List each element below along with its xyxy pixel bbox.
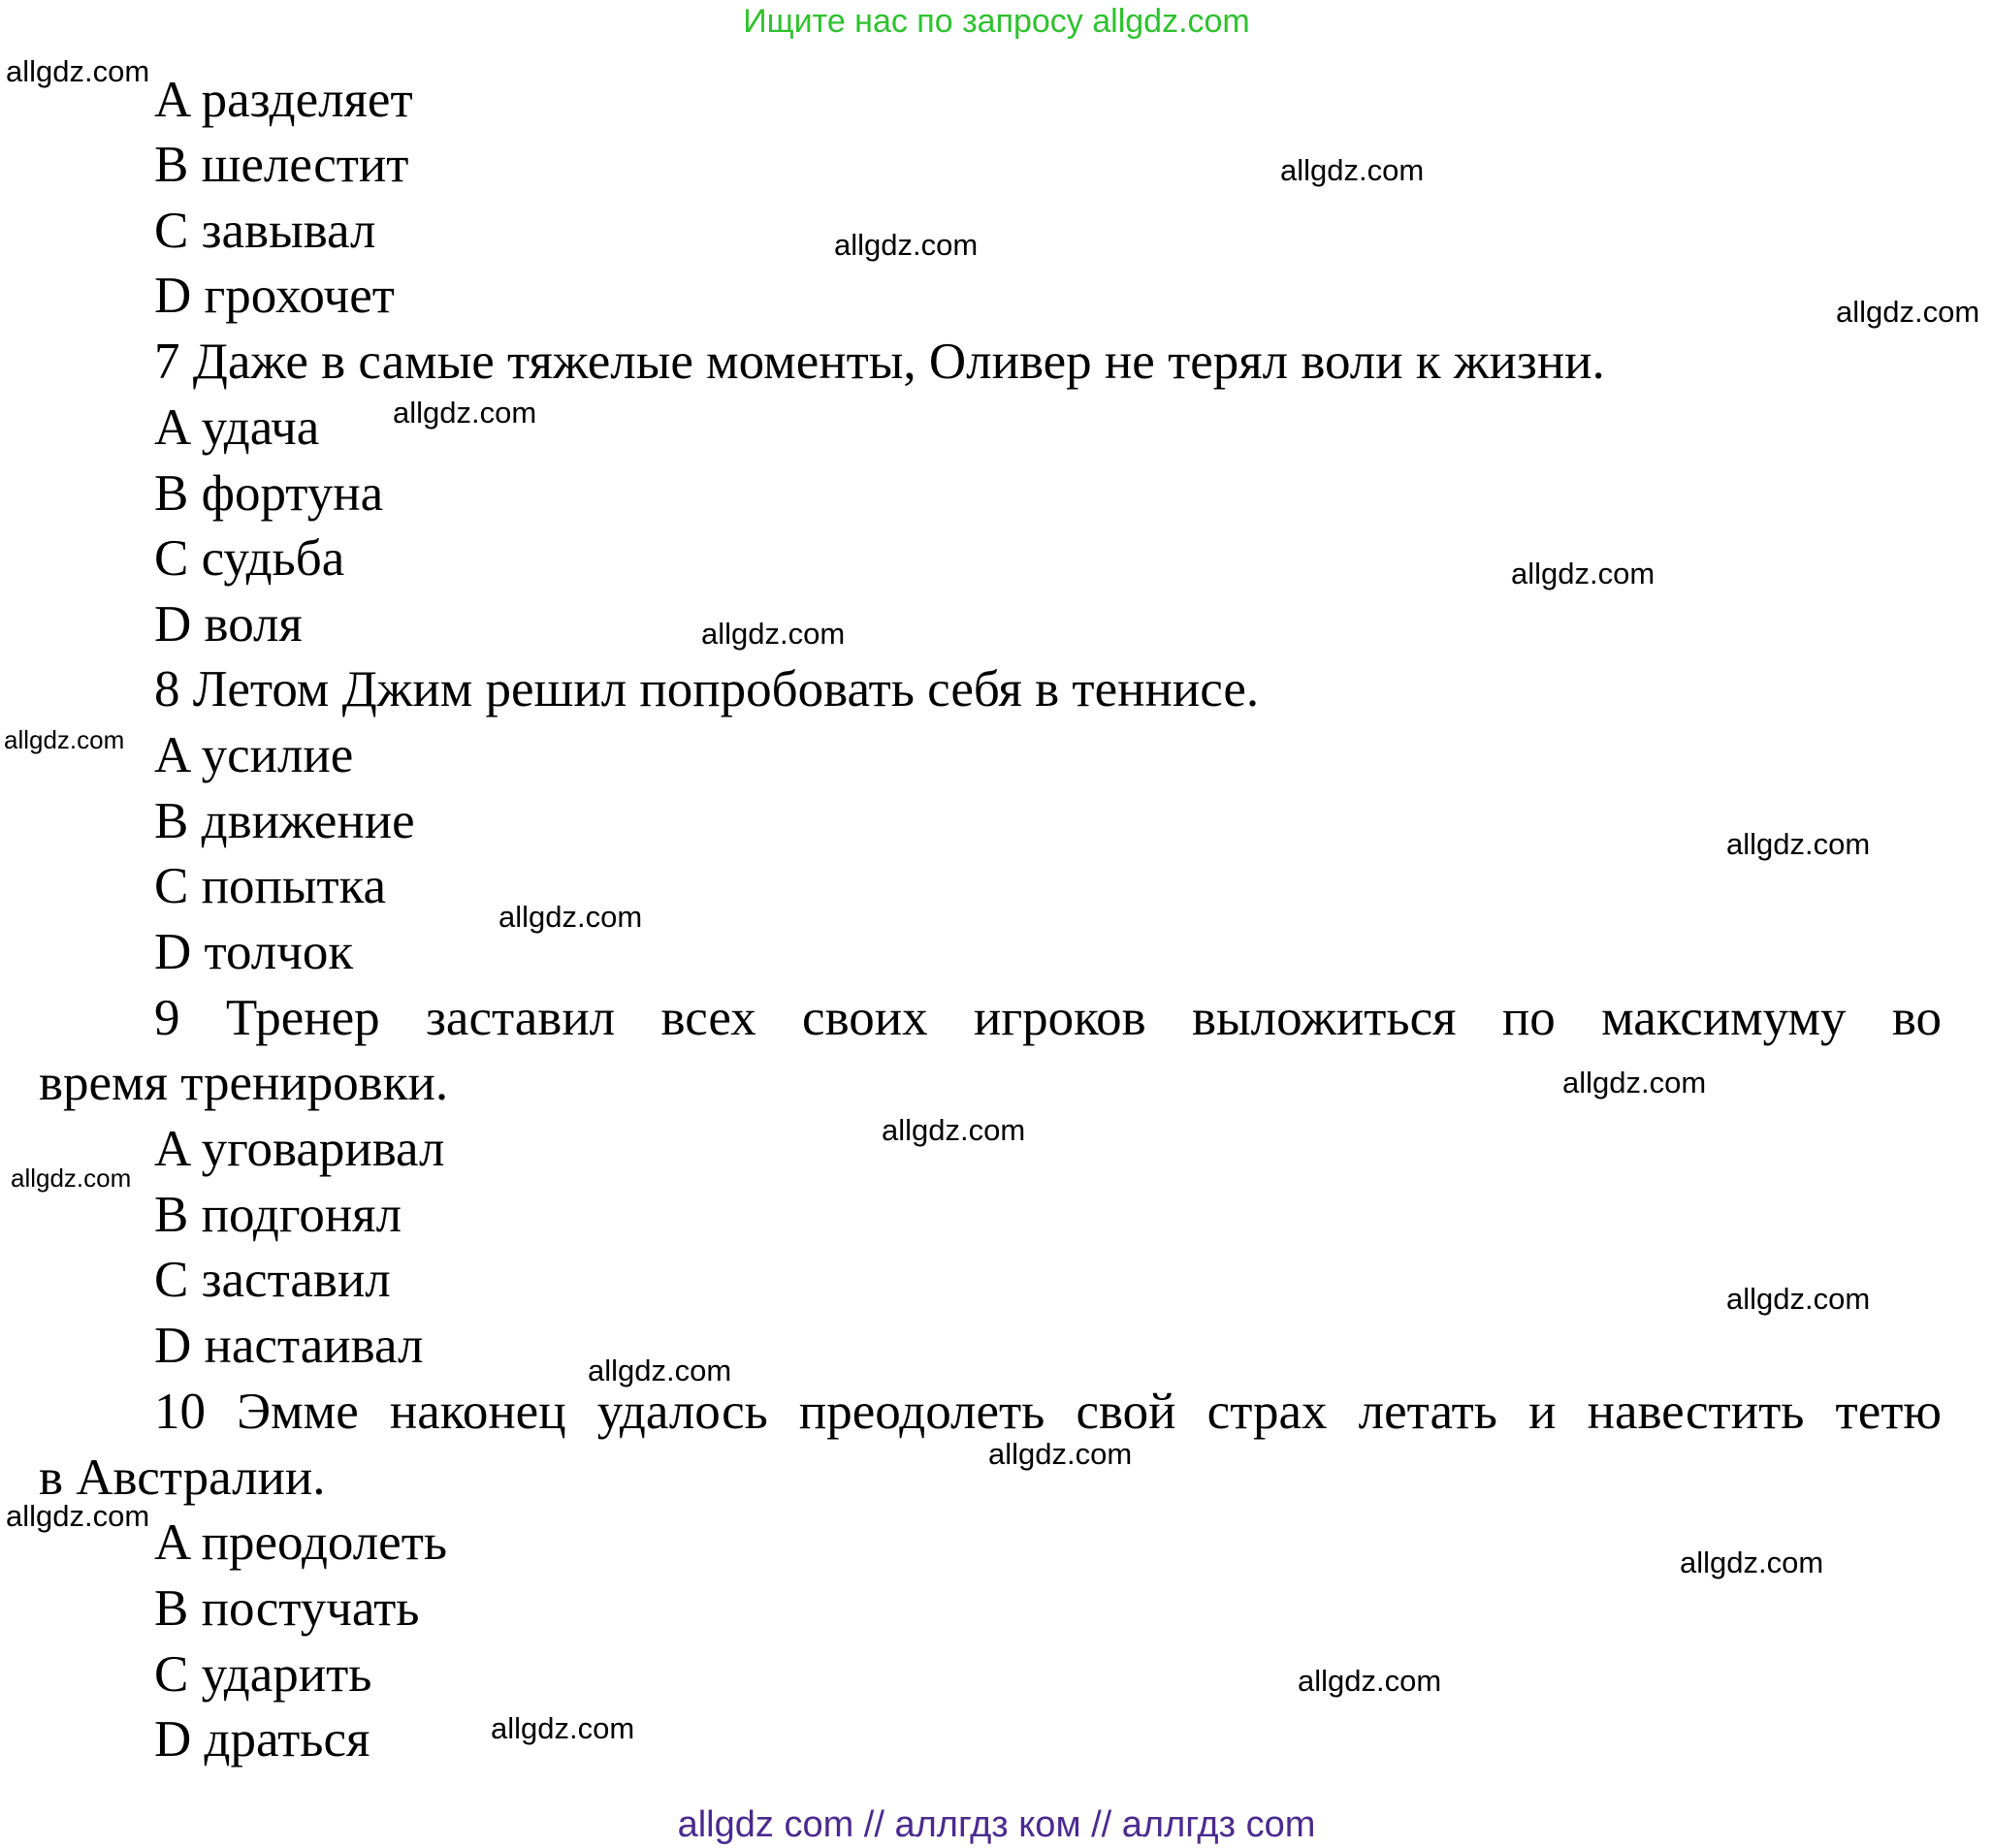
option-a-q8: A усилие [154, 727, 354, 783]
watermark: allgdz.com [834, 228, 979, 262]
watermark: allgdz.com [701, 617, 846, 651]
watermark: allgdz.com [1280, 153, 1425, 187]
watermark: allgdz.com [988, 1437, 1133, 1471]
question-10: 10 Эмме наконец удалось преодолеть свой страх летать и навестить тетю [154, 1384, 1942, 1440]
watermark: allgdz.com [1511, 557, 1655, 590]
option-c-q10: C ударить [154, 1646, 372, 1703]
option-c-q7: C судьба [154, 530, 345, 587]
question-8: 8 Летом Джим решил попробовать себя в теннисе. [154, 661, 1260, 717]
watermark: allgdz.com [1562, 1066, 1707, 1099]
option-c-q6: C завывал [154, 203, 376, 259]
watermark: allgdz.com [1726, 827, 1871, 861]
option-a-q10: A преодолеть [154, 1514, 448, 1571]
question-9: 9 Тренер заставил всех своих игроков выложиться по максимуму во [154, 990, 1942, 1046]
option-b-q9: B подгонял [154, 1187, 402, 1243]
option-c-q8: C попытка [154, 858, 387, 914]
option-d-q10: D драться [154, 1711, 370, 1768]
option-b-q10: B постучать [154, 1580, 420, 1637]
search-banner: Ищите нас по запросу allgdz.com [743, 3, 1250, 40]
watermark: allgdz.com [6, 54, 150, 88]
watermark: allgdz.com [498, 900, 643, 934]
watermark: allgdz.com [11, 1163, 132, 1193]
option-d-q7: D воля [154, 596, 303, 653]
watermark: allgdz.com [882, 1113, 1026, 1147]
option-d-q9: D настаивал [154, 1318, 424, 1374]
watermark: allgdz.com [1836, 295, 1980, 329]
watermark: allgdz.com [393, 396, 537, 430]
watermark: allgdz.com [588, 1354, 732, 1387]
option-b-q6: B шелестит [154, 137, 409, 193]
question-7: 7 Даже в самые тяжелые моменты, Оливер не терял воли к жизни. [154, 334, 1605, 390]
watermark: allgdz.com [491, 1711, 635, 1745]
footer-links: allgdz com // аллгдз ком // аллгдз com [677, 1804, 1316, 1845]
watermark: allgdz.com [4, 725, 125, 754]
watermark: allgdz.com [1680, 1545, 1824, 1579]
option-c-q9: C заставил [154, 1252, 391, 1308]
watermark: allgdz.com [1726, 1282, 1871, 1316]
option-d-q8: D толчок [154, 924, 354, 980]
option-a-q7: A удача [154, 399, 320, 456]
option-a-q6: A разделяет [154, 72, 413, 128]
option-d-q6: D грохочет [154, 268, 395, 324]
option-b-q8: B движение [154, 793, 415, 849]
question-9-continued: время тренировки. [39, 1055, 449, 1111]
option-b-q7: B фортуна [154, 465, 384, 522]
option-a-q9: A уговаривал [154, 1121, 445, 1177]
watermark: allgdz.com [6, 1499, 150, 1533]
watermark: allgdz.com [1298, 1664, 1442, 1698]
question-10-continued: в Австралии. [39, 1450, 326, 1506]
